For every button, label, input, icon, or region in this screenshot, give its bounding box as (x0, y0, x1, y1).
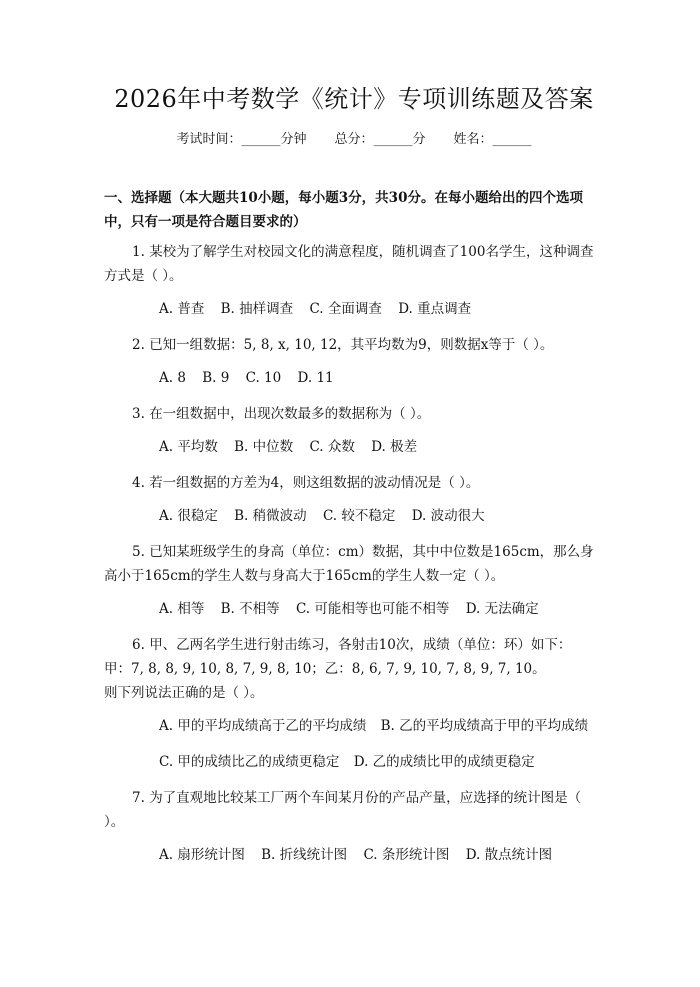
exam-time-label: 考试时间： (176, 132, 242, 147)
option-c: C. 10 (245, 370, 282, 386)
option-a: A. 相等 (159, 601, 205, 617)
question-2 (104, 333, 604, 357)
exam-time-blank: ______ (241, 132, 281, 147)
options-4 (104, 504, 604, 528)
option-a: A. 8 (159, 370, 186, 386)
option-a: A. 普查 (159, 301, 205, 317)
section-heading-choice: 一、选择题（本大题共10小题，每小题3分，共30分。在每小题给出的四个选项中，只有一项是符合题目要求的） (104, 190, 583, 230)
question-number: 4. (132, 475, 145, 491)
option-b: B. 稍微波动 (234, 508, 307, 524)
question-7 (104, 786, 604, 834)
option-d: D. 波动很大 (411, 508, 485, 524)
exam-time-unit: 分钟 (280, 132, 307, 147)
total-score-label: 总分： (334, 132, 374, 147)
question-number: 1. (132, 244, 145, 260)
option-c: C. 甲的成绩比乙的成绩更稳定 (159, 754, 340, 770)
option-b: B. 不相等 (220, 601, 280, 617)
exam-meta (104, 130, 604, 150)
option-b: B. 折线统计图 (261, 847, 348, 863)
question-1 (104, 240, 604, 288)
option-d: D. 乙的成绩比甲的成绩更稳定 (353, 754, 535, 770)
option-c: C. 较不稳定 (322, 508, 396, 524)
option-c: C. 可能相等也可能不相等 (295, 601, 450, 617)
options-1 (104, 297, 604, 321)
question-stem: 已知某班级学生的身高（单位：cm）数据，其中中位数是165cm，那么身高小于165cm的学生人数与身高大于165cm的学生人数一定（ ）。 (104, 544, 594, 584)
option-d: D. 重点调查 (398, 301, 472, 317)
exam-time (176, 130, 306, 150)
option-d: D. 极差 (371, 439, 418, 455)
options-5 (104, 597, 604, 621)
option-b: B. 9 (202, 370, 230, 386)
question-stem: 为了直观地比较某工厂两个车间某月份的产品产量，应选择的统计图是（ ）。 (104, 790, 582, 830)
question-number: 2. (132, 337, 145, 353)
total-score-unit: 分 (412, 132, 426, 147)
question-data: 甲：7, 8, 8, 9, 10, 8, 7, 9, 8, 10；乙：8, 6, 7, 9, 10, 7, 8, 9, 7, 10。 (104, 661, 546, 677)
option-b: B. 抽样调查 (220, 301, 294, 317)
question-6 (104, 633, 604, 705)
question-5 (104, 540, 604, 588)
question-number: 3. (132, 406, 145, 422)
option-a: A. 很稳定 (159, 508, 218, 524)
student-name-label: 姓名： (453, 132, 493, 147)
total-score (334, 130, 425, 150)
question-stem: 某校为了解学生对校园文化的满意程度，随机调查了100名学生，这种调查方式是（ ）。 (104, 244, 594, 284)
option-b: B. 中位数 (234, 439, 294, 455)
options-2 (104, 366, 604, 390)
option-d: D. 无法确定 (465, 601, 539, 617)
options-row-2 (159, 750, 604, 774)
student-name-blank: ______ (492, 132, 532, 147)
question-number: 6. (132, 637, 145, 653)
question-stem: 已知一组数据：5, 8, x, 10, 12，其平均数为9，则数据x等于（ ）。 (149, 337, 554, 353)
question-number: 5. (132, 544, 145, 560)
options-6 (104, 714, 604, 774)
options-3 (104, 435, 604, 459)
option-a: A. 扇形统计图 (159, 847, 245, 863)
total-score-blank: ______ (373, 132, 413, 147)
option-c: C. 众数 (309, 439, 355, 455)
option-d: D. 11 (297, 370, 334, 386)
option-a: A. 甲的平均成绩高于乙的平均成绩 (159, 718, 367, 734)
question-3 (104, 402, 604, 426)
option-b: B. 乙的平均成绩高于甲的平均成绩 (380, 718, 589, 734)
question-stem: 在一组数据中，出现次数最多的数据称为（ ）。 (149, 406, 431, 422)
option-a: A. 平均数 (159, 439, 218, 455)
option-d: D. 散点统计图 (465, 847, 553, 863)
page-title: 2026年中考数学《统计》专项训练题及答案 (114, 85, 594, 113)
question-stem: 甲、乙两名学生进行射击练习，各射击10次，成绩（单位：环）如下： (149, 637, 572, 653)
options-7 (104, 843, 604, 867)
question-4 (104, 471, 604, 495)
option-c: C. 全面调查 (309, 301, 382, 317)
student-name (454, 130, 532, 150)
question-number: 7. (132, 790, 145, 806)
question-prompt: 则下列说法正确的是（ ）。 (104, 685, 264, 701)
exam-page (0, 82, 700, 987)
option-c: C. 条形统计图 (363, 847, 450, 863)
options-row-1 (159, 714, 604, 738)
question-stem: 若一组数据的方差为4，则这组数据的波动情况是（ ）。 (149, 475, 480, 491)
